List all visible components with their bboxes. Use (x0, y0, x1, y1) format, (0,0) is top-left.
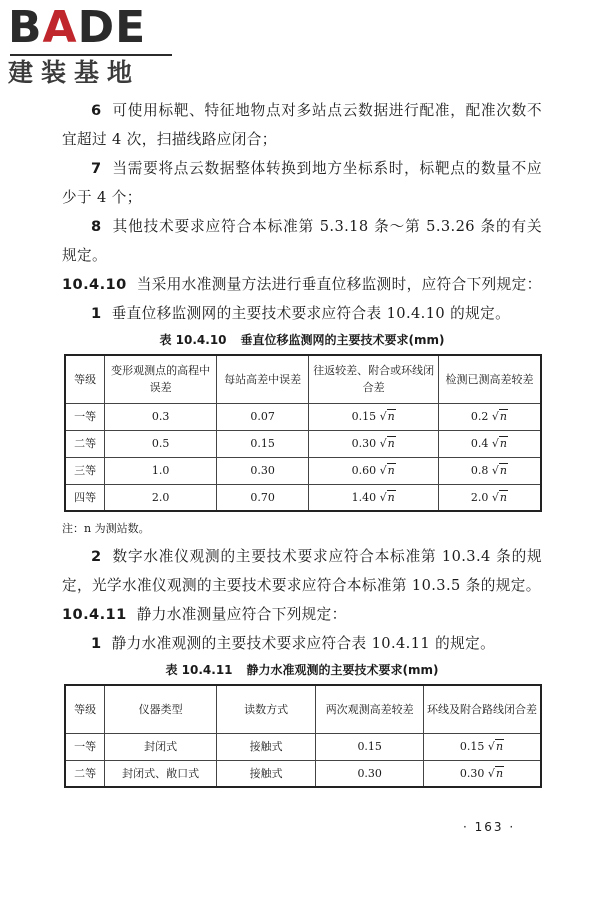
value-cell: 2.0 √n (438, 484, 541, 511)
page-body (62, 96, 542, 788)
value-cell: 0.07 (216, 403, 309, 430)
grade-cell: 二等 (65, 430, 105, 457)
brand-logo (8, 4, 183, 90)
table-row (65, 484, 541, 511)
value-cell: 0.70 (216, 484, 309, 511)
section-10-4-11-item-1: 1 静力水准观测的主要技术要求应符合表 10.4.11 的规定。 (91, 635, 496, 652)
value-cell: 接触式 (216, 733, 316, 760)
section-10-4-11: 10.4.11 静力水准测量应符合下列规定： (62, 606, 347, 623)
value-cell: 0.3 (105, 403, 216, 430)
table-header-row (65, 685, 541, 733)
clause-7: 7 当需要将点云数据整体转换到地方坐标系时，标靶点的数量不应少于 4 个； (62, 160, 543, 206)
table-header-row (65, 355, 541, 403)
grade-cell: 四等 (65, 484, 105, 511)
header-cell: 仪器类型 (105, 685, 217, 733)
header-cell: 检测已测高差较差 (438, 355, 541, 403)
header-cell: 变形观测点的高程中误差 (105, 355, 216, 403)
table-10-4-10 (64, 354, 542, 512)
header-cell: 两次观测高差较差 (316, 685, 424, 733)
sqrt-n: √n (379, 490, 395, 504)
logo-divider (10, 54, 172, 56)
sqrt-n: √n (379, 464, 395, 477)
sqrt-n: √n (379, 437, 395, 450)
table-row (65, 457, 541, 484)
value-cell: 0.15 √n (309, 403, 438, 430)
grade-cell: 三等 (65, 457, 105, 484)
section-10-4-10-item-1: 1 垂直位移监测网的主要技术要求应符合表 10.4.10 的规定。 (91, 305, 511, 322)
value-cell: 0.15 (316, 733, 424, 760)
sqrt-n: √n (491, 464, 507, 477)
section-10-4-10-item-2: 2 数字水准仪观测的主要技术要求应符合本标准第 10.3.4 条的规定，光学水准仪观测的主要技术要求应符合本标准第 10.3.5 条的规定。 (62, 548, 543, 594)
value-cell: 接触式 (216, 760, 316, 787)
header-cell: 环线及附合路线闭合差 (423, 685, 541, 733)
table-row (65, 403, 541, 430)
sqrt-n: √n (491, 410, 507, 423)
table-row (65, 760, 541, 787)
table-10-4-11 (64, 684, 542, 788)
value-cell: 0.15 √n (423, 733, 541, 760)
grade-cell: 一等 (65, 733, 105, 760)
sqrt-n: √n (491, 490, 507, 504)
sqrt-n: √n (379, 410, 395, 423)
value-cell: 1.40 √n (309, 484, 438, 511)
table-row (65, 430, 541, 457)
header-cell: 读数方式 (216, 685, 316, 733)
clause-8: 8 其他技术要求应符合本标准第 5.3.18 条～第 5.3.26 条的有关规定。 (62, 218, 542, 264)
sqrt-n: √n (487, 740, 504, 753)
value-cell: 0.15 (216, 430, 309, 457)
header-cell: 等级 (65, 685, 105, 733)
page-number: · 163 · (463, 820, 516, 834)
value-cell: 0.2 √n (438, 403, 541, 430)
table-10-4-11-caption: 表 10.4.11 静力水准观测的主要技术要求(mm) (165, 663, 439, 677)
value-cell: 0.30 √n (309, 430, 438, 457)
grade-cell: 一等 (65, 403, 105, 430)
table-row (65, 733, 541, 760)
value-cell: 封闭式 (105, 733, 217, 760)
logo-wordmark: BADE (8, 2, 147, 53)
value-cell: 0.5 (105, 430, 216, 457)
table-note: 注：n 为测站数。 (62, 522, 150, 535)
section-10-4-10: 10.4.10 当采用水准测量方法进行垂直位移监测时，应符合下列规定： (62, 276, 542, 293)
value-cell: 0.30 (316, 760, 424, 787)
value-cell: 2.0 (105, 484, 216, 511)
value-cell: 0.60 √n (309, 457, 438, 484)
logo-subtitle: 建装基地 (8, 58, 141, 87)
sqrt-n: √n (487, 766, 504, 780)
value-cell: 1.0 (105, 457, 216, 484)
value-cell: 0.4 √n (438, 430, 541, 457)
sqrt-n: √n (491, 437, 507, 450)
grade-cell: 二等 (65, 760, 105, 787)
value-cell: 0.30 (216, 457, 309, 484)
value-cell: 0.8 √n (438, 457, 541, 484)
header-cell: 等级 (65, 355, 105, 403)
clause-6: 6 可使用标靶、特征地物点对多站点云数据进行配准，配准次数不宜超过 4 次，扫描线路应闭合； (62, 102, 543, 148)
value-cell: 封闭式、敞口式 (105, 760, 217, 787)
value-cell: 0.30 √n (423, 760, 541, 787)
header-cell: 每站高差中误差 (216, 355, 309, 403)
header-cell: 往返较差、附合或环线闭合差 (309, 355, 438, 403)
table-10-4-10-caption: 表 10.4.10 垂直位移监测网的主要技术要求(mm) (159, 333, 445, 347)
